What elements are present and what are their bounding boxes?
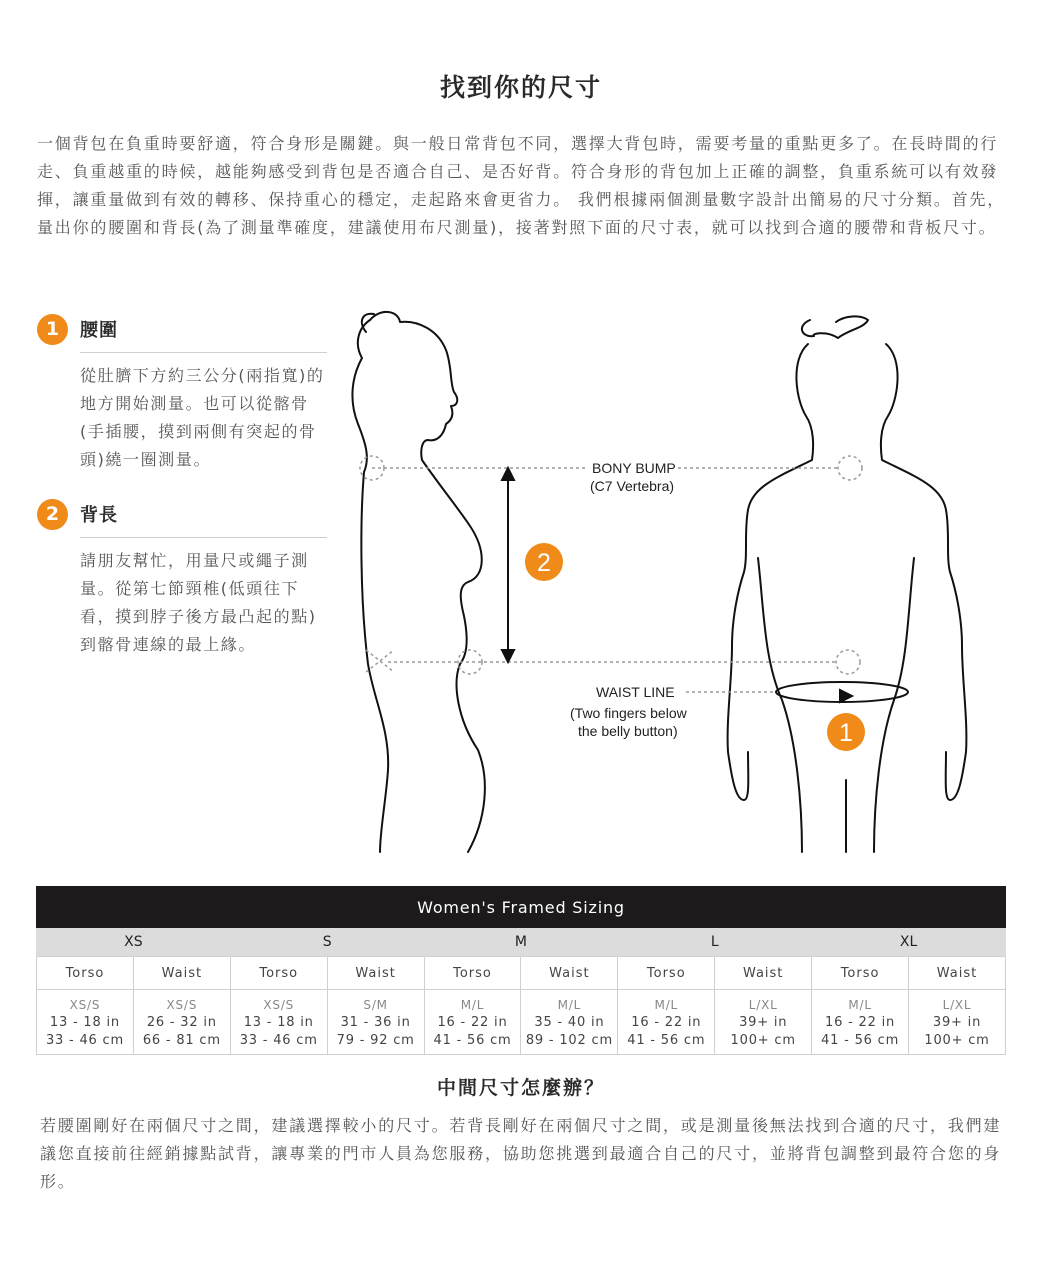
step-torso-header: [37, 499, 327, 539]
size-m-header: M: [424, 928, 618, 957]
side-profile-back: [352, 320, 388, 852]
size-s-header: S: [230, 928, 424, 957]
bony-bump-label: BONY BUMP: [592, 460, 676, 476]
column-header: Waist: [327, 957, 424, 990]
column-header: Waist: [133, 957, 230, 990]
between-sizes-body: 若腰圍剛好在兩個尺寸之間，建議選擇較小的尺寸。若背長剛好在兩個尺寸之間，或是測量後無法找到合適的尺寸，我們建議您直接前往經銷據點試背，讓專業的門市人員為您服務，協助您挑選到最適合自己的尺寸，並將背包調整到最符合您的身形。: [40, 1116, 1002, 1191]
waist-line-sublabel-2: the belly button): [578, 723, 678, 739]
table-cell: M/L 16 - 22 in 41 - 56 cm: [618, 990, 715, 1055]
size-xs-header: XS: [37, 928, 231, 957]
step-waist-body: 從肚臍下方約三公分(兩指寬)的地方開始測量。也可以從髂骨(手插腰，摸到兩側有突起的骨頭)繞一圈測量。: [80, 366, 325, 469]
page-title: 找到你的尺寸: [439, 73, 602, 102]
size-l-header: L: [618, 928, 812, 957]
column-header: Torso: [424, 957, 521, 990]
column-header: Torso: [812, 957, 909, 990]
table-cell: XS/S 26 - 32 in 66 - 81 cm: [133, 990, 230, 1055]
table-title: Women's Framed Sizing: [37, 887, 1006, 928]
table-row: [37, 990, 1006, 1055]
intro-paragraph: 一個背包在負重時要舒適，符合身形是關鍵。與一般日常背包不同，選擇大背包時，需要考量的重點更多了。在長時間的行走、負重越重的時候，越能夠感受到背包是否適合自己、是否好背。符合身形的背包加上正確的調整，負重系統可以有效發揮，讓重量做到有效的轉移、保持重心的穩定，走起路來會更省力。 我們根據兩個測量數字設計出簡易的尺寸分類。首先，量出你的腰圍和背長(為了測量準確度，建議使用布尺測量)，接著對照下面的尺寸表，就可以找到合適的腰帶和背板尺寸。: [37, 134, 1006, 237]
table-cell: M/L 16 - 22 in 41 - 56 cm: [812, 990, 909, 1055]
table-cell: M/L 35 - 40 in 89 - 102 cm: [521, 990, 618, 1055]
step-number-badge: 2: [37, 499, 68, 530]
waist-line-sublabel-1: (Two fingers below: [570, 705, 687, 721]
size-xl-header: XL: [812, 928, 1006, 957]
column-header: Waist: [521, 957, 618, 990]
step-title-waist: 腰圍: [80, 320, 118, 341]
column-header: Torso: [618, 957, 715, 990]
measurement-illustration: [340, 300, 990, 860]
waist-marker-number: 1: [839, 719, 853, 747]
bony-bump-sublabel: (C7 Vertebra): [590, 478, 675, 494]
table-cell: S/M 31 - 36 in 79 - 92 cm: [327, 990, 424, 1055]
table-cell: L/XL 39+ in 100+ cm: [909, 990, 1006, 1055]
divider: [80, 352, 327, 353]
table-cell: XS/S 13 - 18 in 33 - 46 cm: [37, 990, 134, 1055]
divider: [80, 537, 327, 538]
table-cell: L/XL 39+ in 100+ cm: [715, 990, 812, 1055]
table-cell: XS/S 13 - 18 in 33 - 46 cm: [230, 990, 327, 1055]
column-header: Torso: [230, 957, 327, 990]
c7-point-back: [838, 456, 862, 480]
column-header: Waist: [909, 957, 1006, 990]
step-waist-header: [37, 314, 327, 354]
waist-line-label: WAIST LINE: [596, 684, 675, 700]
column-header: Torso: [37, 957, 134, 990]
sizing-table: [36, 886, 1006, 1055]
step-torso-body: 請朋友幫忙，用量尺或繩子測量。從第七節頸椎(低頭往下看，摸到脖子後方最凸起的點)到髂骨連線的最上緣。: [80, 551, 317, 654]
column-header: Waist: [715, 957, 812, 990]
between-sizes-title: 中間尺寸怎麼辦？: [436, 1077, 605, 1099]
waist-point-back: [836, 650, 860, 674]
step-title-torso: 背長: [80, 505, 118, 526]
step-number-badge: 1: [37, 314, 68, 345]
torso-marker-number: 2: [537, 549, 551, 577]
table-cell: M/L 16 - 22 in 41 - 56 cm: [424, 990, 521, 1055]
